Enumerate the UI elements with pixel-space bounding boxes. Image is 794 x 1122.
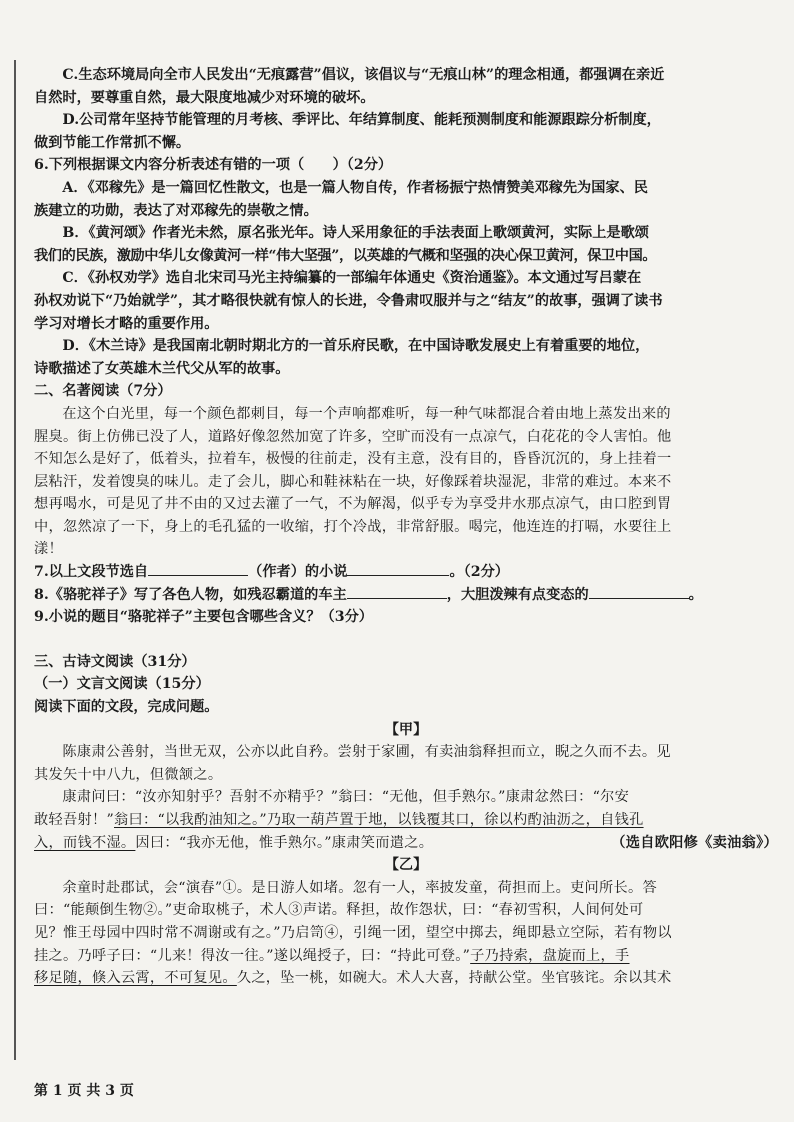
yi-line2: 曰：“能颠倒生物②。”吏命取桃子，术人③声诺。释担，故作怨状，曰：“春初雪积，人间何处可 [34, 902, 644, 919]
yi-line5 [34, 967, 778, 990]
q6-option-b-line2: 我们的民族，激励中华儿女像黄河一样“伟大坚强”，以英雄的气概和坚强的决心保卫黄河，保卫中国。 [34, 247, 657, 264]
passage-yi-label: 【乙】 [384, 857, 428, 874]
section3-subtitle: （一）文言文阅读（15分） [34, 676, 210, 693]
jia-line4-a: 敢轻吾射！” [34, 812, 114, 828]
q6-option-c-line1: C．《孙权劝学》选自北宋司马光主持编纂的一部编年体通史《资治通鉴》。本文通过写吕蒙在 [62, 270, 642, 287]
page-content [34, 64, 778, 990]
q5-option-d-line2: 做到节能工作常抓不懈。 [34, 134, 191, 151]
q6-stem: 6.下列根据课文内容分析表述有错的一项（ ）（2分） [34, 157, 393, 174]
question-8 [34, 584, 778, 607]
jia-line4 [34, 809, 778, 832]
q6-option-a-line1: A．《邓稼先》是一篇回忆性散文，也是一篇人物自传，作者杨振宁热情赞美邓稼先为国家、民 [62, 179, 648, 196]
q5-option-c-line1: C.生态环境局向全市人民发出“无痕露营”倡议，该倡议与“无痕山林”的理念相通，都强调在亲近 [62, 67, 665, 83]
q7-author-blank[interactable] [148, 561, 248, 576]
novel-passage-line6: 中，忽然凉了一下，身上的毛孔猛的一收缩，打个冷战，非常舒服。喝完，他连连的打嗝，水要往上 [34, 518, 672, 535]
question-9: 9.小说的题目“骆驼祥子”主要包含哪些含义？（3分） [34, 609, 373, 626]
q6-option-c-line3: 学习对增长才略的重要作用。 [34, 315, 219, 332]
jia-underlined-sentence-part1: 翁曰：“以我酌油知之。”乃取一葫芦置于地，以钱覆其口，徐以杓酌油沥之，自钱孔 [114, 812, 644, 828]
page-footer: 第 1 页 共 3 页 [34, 1083, 134, 1099]
novel-passage-line1: 在这个白光里，每一个颜色都刺目，每一个声响都难听，每一种气味都混合着由地上蒸发出来的 [62, 405, 671, 422]
yi-line1: 余童时赴郡试，会“演春”①。是日游人如堵。忽有一人，率披发童，荷担而上。吏问所长。答 [62, 879, 657, 896]
q8-text-a: 8.《骆驼祥子》写了各色人物，如残忍霸道的车主 [34, 586, 347, 603]
q6-option-d-line2: 诗歌描述了女英雄木兰代父从军的故事。 [34, 360, 290, 377]
yi-underlined-sentence-part2: 移足随，倏入云霄，不可复见。 [34, 970, 237, 987]
q7-text-c: 。（2分） [449, 564, 509, 581]
q8-text-c: 。 [688, 586, 703, 603]
q7-novel-blank[interactable] [347, 561, 449, 576]
jia-line2: 其发矢十中八九，但微颔之。 [34, 766, 223, 783]
q7-text-b: （作者）的小说 [248, 564, 348, 581]
section3-instruction: 阅读下面的文段，完成问题。 [34, 699, 219, 716]
q6-option-b-line1: B．《黄河颂》作者光未然，原名张光年。诗人采用象征的手法表面上歌颂黄河，实际上是歌颂 [62, 225, 649, 242]
novel-passage-line5: 想再喝水，可是见了井不由的又过去灌了一气，不为解渴，似乎专为享受井水那点凉气，由口腔到胃 [34, 496, 672, 513]
q8-character-blank[interactable] [589, 584, 689, 599]
q8-owner-blank[interactable] [347, 584, 447, 599]
yi-line3: 见？惟王母园中四时常不凋谢或有之。”乃启笥④，引绳一团，望空中掷去，绳即悬立空际，若有物以 [34, 924, 672, 941]
yi-line4 [34, 945, 778, 968]
jia-line5-b: 因曰：“我亦无他，惟手熟尔。”康肃笑而遣之。 [135, 834, 434, 851]
q8-text-b: ，大胆泼辣有点变态的 [446, 586, 589, 603]
novel-passage-line7: 漾！ [34, 541, 63, 558]
jia-source: （选自欧阳修《卖油翁》） [611, 834, 778, 851]
q6-option-d-line1: D．《木兰诗》是我国南北朝时期北方的一首乐府民歌，在中国诗歌发展史上有着重要的地位， [62, 338, 650, 355]
section3-title: 三、古诗文阅读（31分） [34, 653, 196, 670]
jia-line1: 陈康肃公善射，当世无双，公亦以此自矜。尝射于家圃，有卖油翁释担而立，睨之久而不去。见 [62, 744, 671, 761]
yi-underlined-sentence-part1: 子乃持索，盘旋而上，手 [470, 947, 630, 964]
novel-passage-line4: 层粘汗，发着馊臭的味儿。走了会儿，脚心和鞋袜粘在一块，好像踩着块湿泥，非常的难过。本来不 [34, 473, 672, 490]
jia-underlined-sentence-part2: 入，而钱不湿。 [34, 834, 136, 851]
novel-passage-line3: 不知怎么是好了，低着头，拉着车，极慢的往前走，没有主意，没有目的，昏昏沉沉的，身上挂着一 [34, 451, 672, 468]
margin-rule [14, 60, 16, 1060]
jia-line3: 康肃问曰：“汝亦知射乎？吾射不亦精乎？”翁曰：“无他，但手熟尔。”康肃忿然曰：“尔安 [62, 789, 630, 806]
question-7 [34, 561, 778, 584]
q6-option-a-line2: 族建立的功勋，表达了对邓稼先的崇敬之情。 [34, 202, 318, 219]
yi-line5-b: 久之，坠一桃，如碗大。术人大喜，持献公堂。坐官骇诧。余以其术 [236, 970, 672, 987]
q6-option-c-line2: 孙权劝说下“乃始就学”，其才略很快就有惊人的长进，令鲁肃叹服并与之“结友”的故事，强调了读书 [34, 292, 663, 309]
jia-line5 [34, 832, 778, 855]
novel-passage-line2: 腥臭。街上仿佛已没了人，道路好像忽然加宽了许多，空旷而没有一点凉气，白花花的令人害怕。他 [34, 428, 672, 445]
q7-text-a: 7.以上文段节选自 [34, 564, 149, 581]
answer-space [34, 629, 778, 651]
passage-jia-label: 【甲】 [384, 721, 428, 738]
section2-title: 二、名著阅读（7分） [34, 383, 172, 400]
q5-option-d-line1: D.公司常年坚持节能管理的月考核、季评比、年结算制度、能耗预测制度和能源跟踪分析制度， [62, 112, 661, 129]
yi-line4-a: 挂之。乃呼子曰：“儿来！得汝一往。”遂以绳授子，曰：“持此可登。” [34, 947, 471, 964]
q5-option-c-line2: 自然时，要尊重自然，最大限度地减少对环境的破坏。 [34, 89, 375, 106]
